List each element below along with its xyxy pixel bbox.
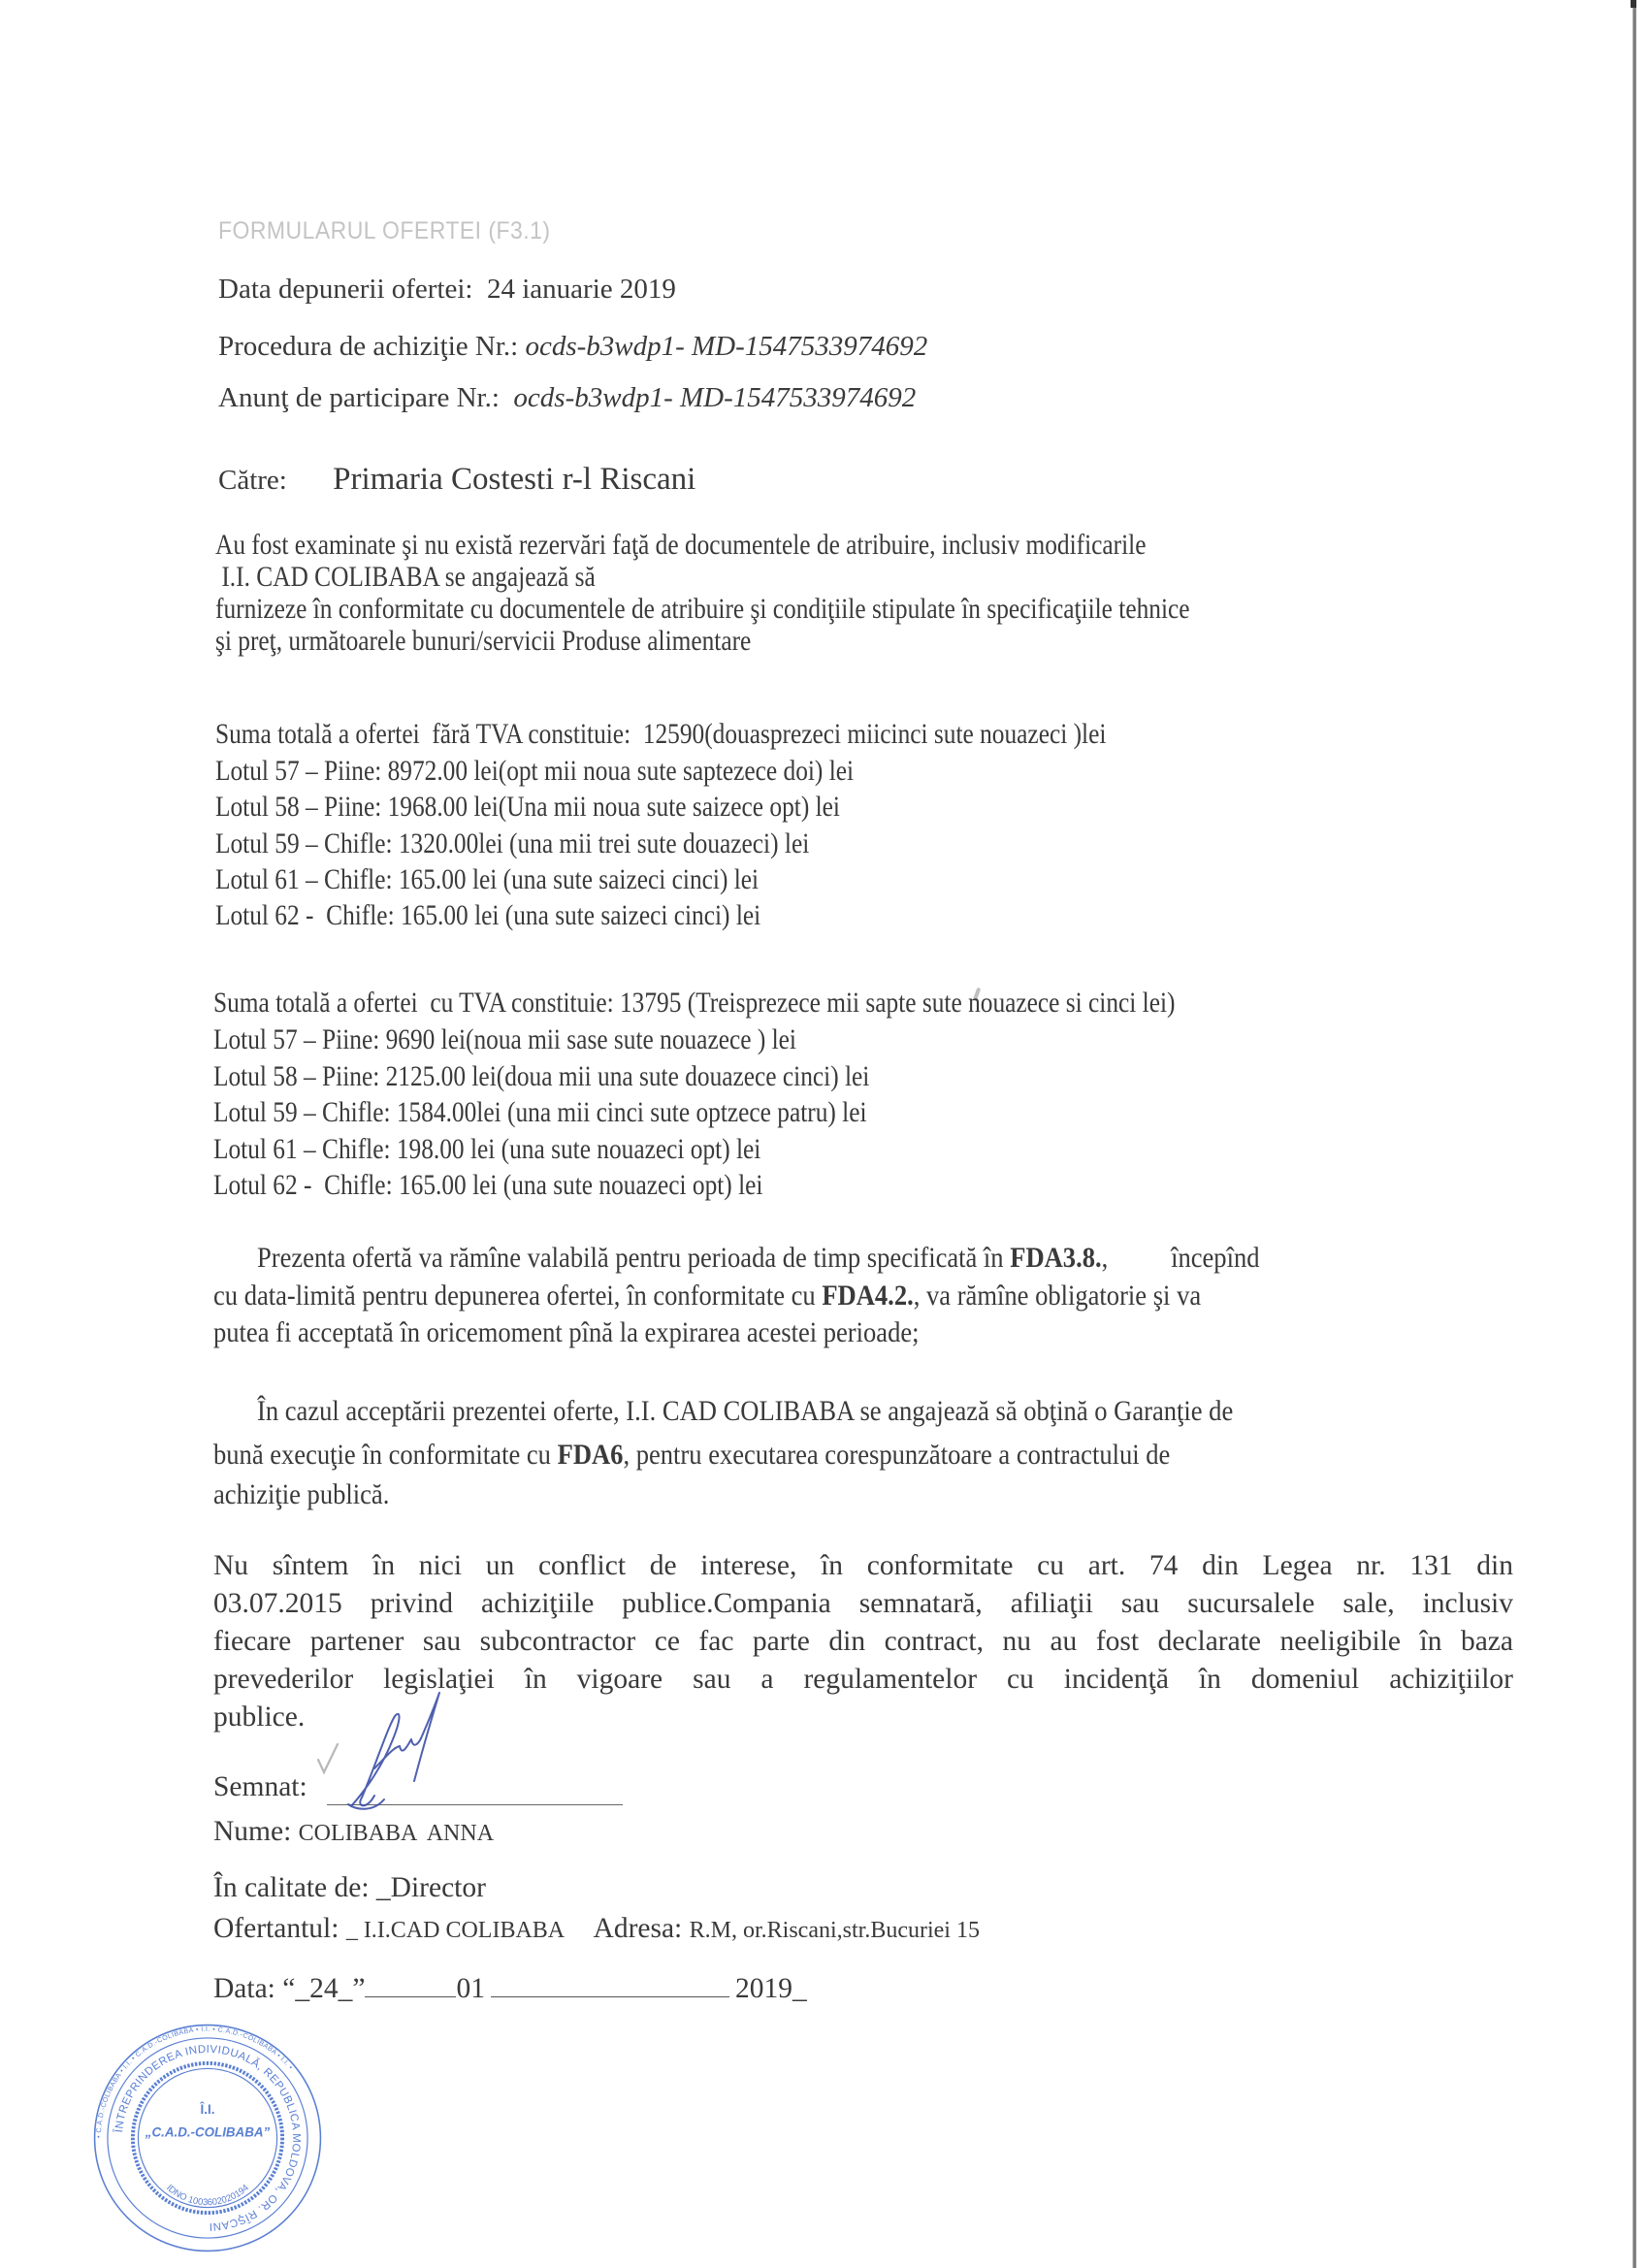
procedure-line [218, 333, 927, 361]
checkmark-icon [316, 1742, 340, 1775]
conflict-line: publice. [213, 1701, 306, 1733]
procedure-number: ocds-b3wdp1- MD-1547533974692 [525, 331, 928, 362]
capacity-label: În calitate de: [213, 1872, 370, 1903]
lot-line-novat: Lotul 57 – Piine: 8972.00 lei(opt mii noua sute saptezece doi) lei [215, 756, 855, 787]
notice-number: ocds-b3wdp1- MD-1547533974692 [513, 382, 917, 413]
date-underline [365, 1993, 456, 1997]
conflict-line [213, 1552, 1513, 1581]
capacity-value: _Director [375, 1872, 486, 1903]
ref-fda42: FDA4.2. [822, 1280, 914, 1312]
name-line [213, 1818, 494, 1847]
date-line [213, 1975, 807, 2004]
total-with-vat: Suma totală a ofertei cu TVA constituie: 13795 (Treisprezece mii sapte sute nouazece si cinci lei) [213, 988, 1176, 1019]
conflict-line [213, 1628, 1513, 1657]
stamp-center-line-2: „C.A.D.-COLIBABA” [145, 2124, 271, 2140]
validity-line-1 [257, 1245, 1260, 1274]
guarantee-line-1: În cazul acceptării prezentei oferte, I.I. CAD COLIBABA se angajează să obţină o Garanţie de [257, 1396, 1234, 1427]
intro-line: şi preţ, următoarele bunuri/servicii Produse alimentare [215, 626, 752, 657]
lot-line-novat: Lotul 62 - Chifle: 165.00 lei (una sute saizeci cinci) lei [215, 900, 761, 931]
bidder-label: Ofertantul: [213, 1913, 340, 1944]
address-label: Adresa: [593, 1913, 683, 1944]
validity-text: , [1101, 1243, 1109, 1274]
total-without-vat: Suma totală a ofertei fără TVA constituie: 12590(douasprezeci miicinci sute nouazeci )lei [215, 719, 1107, 750]
recipient-value: Primaria Costesti r-l Riscani [333, 462, 696, 497]
notice-line [218, 384, 916, 412]
signed-label: Semnat: [213, 1771, 307, 1802]
capacity-line [213, 1874, 486, 1903]
validity-text: , va rămîne obligatorie şi va [913, 1280, 1202, 1312]
company-stamp [93, 2024, 322, 2252]
date-label: Data: [213, 1973, 275, 2004]
lot-line-novat: Lotul 58 – Piine: 1968.00 lei(Una mii noua sute saizece opt) lei [215, 792, 840, 823]
conflict-text: 03.07.2015 privind achiziţiile publice.Compania semnatară, afiliaţii sau sucursalele sale, inclusiv [213, 1588, 1513, 1619]
submission-date-value: 24 ianuarie 2019 [487, 274, 676, 305]
conflict-line [213, 1590, 1513, 1619]
name-value: COLIBABA ANNA [298, 1821, 495, 1846]
guarantee-line-3: achiziţie publică. [213, 1479, 390, 1510]
procedure-label: Procedura de achiziţie Nr.: [218, 331, 519, 362]
validity-text: cu data-limită pentru depunerea ofertei, în conformitate cu [213, 1280, 823, 1312]
address-value: R.M, or.Riscani,str.Bucuriei 15 [689, 1918, 980, 1943]
date-underline [491, 1993, 729, 1997]
submission-date-label: Data depunerii ofertei: [218, 274, 473, 305]
date-open-quote: “ [282, 1973, 296, 2004]
guarantee-text: bună execuţie în conformitate cu [213, 1440, 558, 1471]
date-month: 01 [456, 1973, 485, 2004]
date-close-quote: ” [352, 1973, 366, 2004]
intro-line: Au fost examinate şi nu există rezervări faţă de documentele de atribuire, inclusiv modificarile [215, 530, 1147, 561]
conflict-text: fiecare partener sau subcontractor ce fac parte din contract, nu au fost declarate neeligibile în baza [213, 1626, 1513, 1657]
date-day: _24_ [295, 1973, 353, 2004]
validity-text: Prezenta ofertă va rămîne valabilă pentru perioada de timp specificată în [257, 1243, 1011, 1274]
handwritten-signature [341, 1690, 458, 1814]
notice-label: Anunţ de participare Nr.: [218, 382, 500, 413]
lot-line-vat: Lotul 57 – Piine: 9690 lei(noua mii sase sute nouazece ) lei [213, 1024, 796, 1055]
date-trailing: _ [792, 1973, 807, 2004]
ref-fda38: FDA3.8. [1010, 1243, 1102, 1274]
stamp-center-line-1: Î.I. [200, 2101, 215, 2117]
form-title: FORMULARUL OFERTEI (F3.1) [218, 217, 551, 244]
lot-line-vat: Lotul 62 - Chifle: 165.00 lei (una sute nouazeci opt) lei [213, 1170, 763, 1201]
validity-line-2 [213, 1282, 1201, 1312]
recipient-label: Către: [218, 465, 287, 496]
stamp-rim-text: • C.A.D.-COLIBABA • Î.I. • C.A.D.-COLIBABA • Î.I. • C.A.D.-COLIBABA • Î.I. • [94, 2025, 295, 2139]
lot-line-vat: Lotul 61 – Chifle: 198.00 lei (una sute nouazeci opt) lei [213, 1134, 761, 1165]
recipient-line [218, 464, 695, 496]
conflict-text: Nu sîntem în nici un conflict de interese, în conformitate cu art. 74 din Legea nr. 131 din [213, 1550, 1513, 1581]
bidder-line [213, 1915, 980, 1944]
bidder-value: _ I.I.CAD COLIBABA [345, 1918, 566, 1943]
lot-line-novat: Lotul 59 – Chifle: 1320.00lei (una mii trei sute douazeci) lei [215, 828, 810, 859]
validity-text: începînd [1171, 1243, 1260, 1274]
scan-corner-mark [1631, 0, 1636, 8]
lot-line-vat: Lotul 58 – Piine: 2125.00 lei(doua mii una sute douazece cinci) lei [213, 1061, 870, 1092]
conflict-text: prevederilor legislaţiei în vigoare sau a regulamentelor cu incidenţă în domeniul achiziţiilor [213, 1664, 1513, 1695]
intro-line: I.I. CAD COLIBABA se angajează să [215, 562, 596, 593]
intro-line: furnizeze în conformitate cu documentele de atribuire şi condiţiile stipulate în specificaţiile tehnice [215, 594, 1190, 625]
lot-line-novat: Lotul 61 – Chifle: 165.00 lei (una sute saizeci cinci) lei [215, 864, 760, 895]
guarantee-text: , pentru executarea corespunzătoare a contractului de [623, 1440, 1171, 1471]
ref-fda6: FDA6 [557, 1440, 624, 1471]
name-label: Nume: [213, 1816, 292, 1847]
lot-line-vat: Lotul 59 – Chifle: 1584.00lei (una mii cinci sute optzece patru) lei [213, 1097, 867, 1128]
validity-line-3: putea fi acceptată în oricemoment pînă la expirarea acestei perioade; [213, 1317, 920, 1348]
date-year: 2019 [734, 1973, 792, 2004]
stamp-idno: IDNO 1003602020194 [164, 2182, 251, 2209]
scan-page-edge [1633, 0, 1636, 2268]
submission-date-line [218, 275, 676, 304]
stamp-outer-text: ÎNTREPRINDEREA INDIVIDUALĂ, REPUBLICA MOLDOVA, OR. RÎŞCANI [113, 2043, 303, 2233]
guarantee-line-2 [213, 1442, 1170, 1471]
